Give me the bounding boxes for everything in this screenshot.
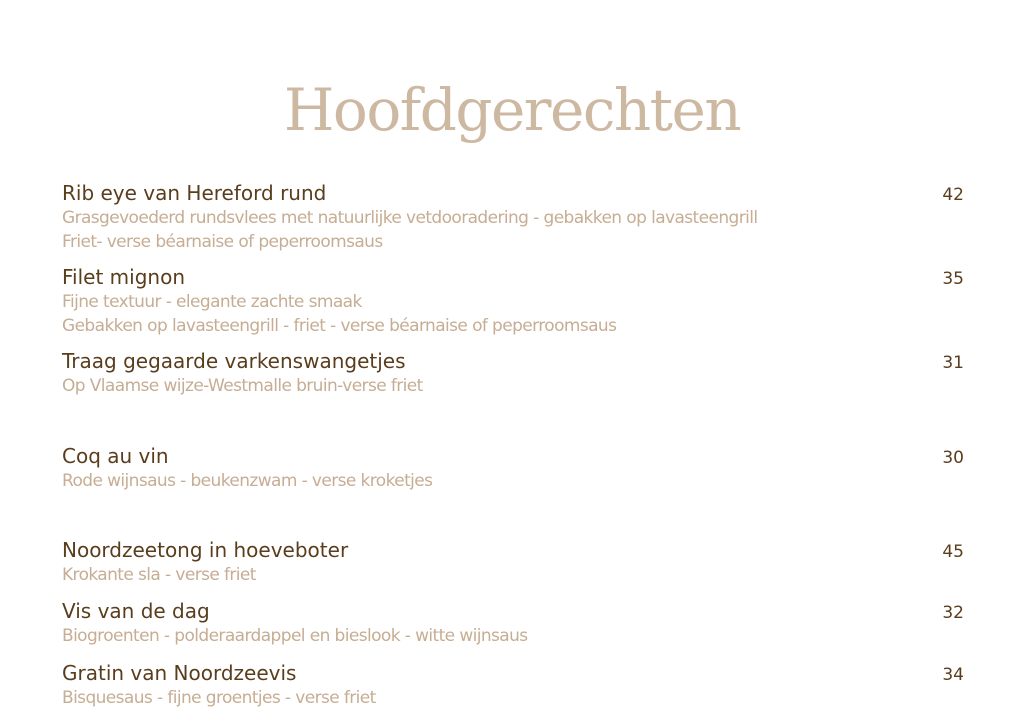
dish-price: 35: [942, 269, 964, 289]
menu-item-header: [62, 264, 964, 290]
dish-price: 42: [942, 185, 964, 205]
menu-item: [62, 598, 964, 648]
menu-item-header: [62, 660, 964, 686]
dish-name: Vis van de dag: [62, 599, 210, 623]
dish-name: Noordzeetong in hoeveboter: [62, 538, 349, 562]
page-title: Hoofdgerechten: [283, 76, 741, 144]
menu-item: [62, 180, 964, 254]
menu-item-header: [62, 443, 964, 469]
dish-description: Bisquesaus - fijne groentjes - verse friet: [62, 688, 376, 708]
dish-description: Biogroenten - polderaardappel en bieslook - witte wijnsaus: [62, 626, 528, 646]
menu-item: [62, 264, 964, 338]
dish-price: 45: [942, 542, 964, 562]
dish-description: Gebakken op lavasteengrill - friet - verse béarnaise of peperroomsaus: [62, 316, 617, 336]
menu-item-header: [62, 348, 964, 374]
dish-price: 34: [942, 665, 964, 685]
menu-item: [62, 348, 964, 398]
dish-description: Krokante sla - verse friet: [62, 565, 256, 585]
menu-item-header: [62, 180, 964, 206]
menu-item-header: [62, 537, 964, 563]
dish-name: Filet mignon: [62, 265, 185, 289]
dish-price: 31: [942, 353, 964, 373]
menu-item: [62, 660, 964, 710]
dish-price: 30: [942, 448, 964, 468]
dish-name: Gratin van Noordzeevis: [62, 661, 297, 685]
menu-item-header: [62, 598, 964, 624]
menu-item: [62, 443, 964, 493]
dish-description: Fijne textuur - elegante zachte smaak: [62, 292, 362, 312]
dish-name: Coq au vin: [62, 444, 169, 468]
dish-description: Friet- verse béarnaise of peperroomsaus: [62, 232, 383, 252]
dish-description: Rode wijnsaus - beukenzwam - verse kroketjes: [62, 471, 433, 491]
dish-description: Op Vlaamse wijze-Westmalle bruin-verse friet: [62, 376, 423, 396]
menu-item: [62, 537, 964, 587]
dish-name: Rib eye van Hereford rund: [62, 181, 327, 205]
dish-description: Grasgevoederd rundsvlees met natuurlijke vetdooradering - gebakken op lavasteengrill: [62, 208, 758, 228]
dish-name: Traag gegaarde varkenswangetjes: [62, 349, 406, 373]
dish-price: 32: [942, 603, 964, 623]
